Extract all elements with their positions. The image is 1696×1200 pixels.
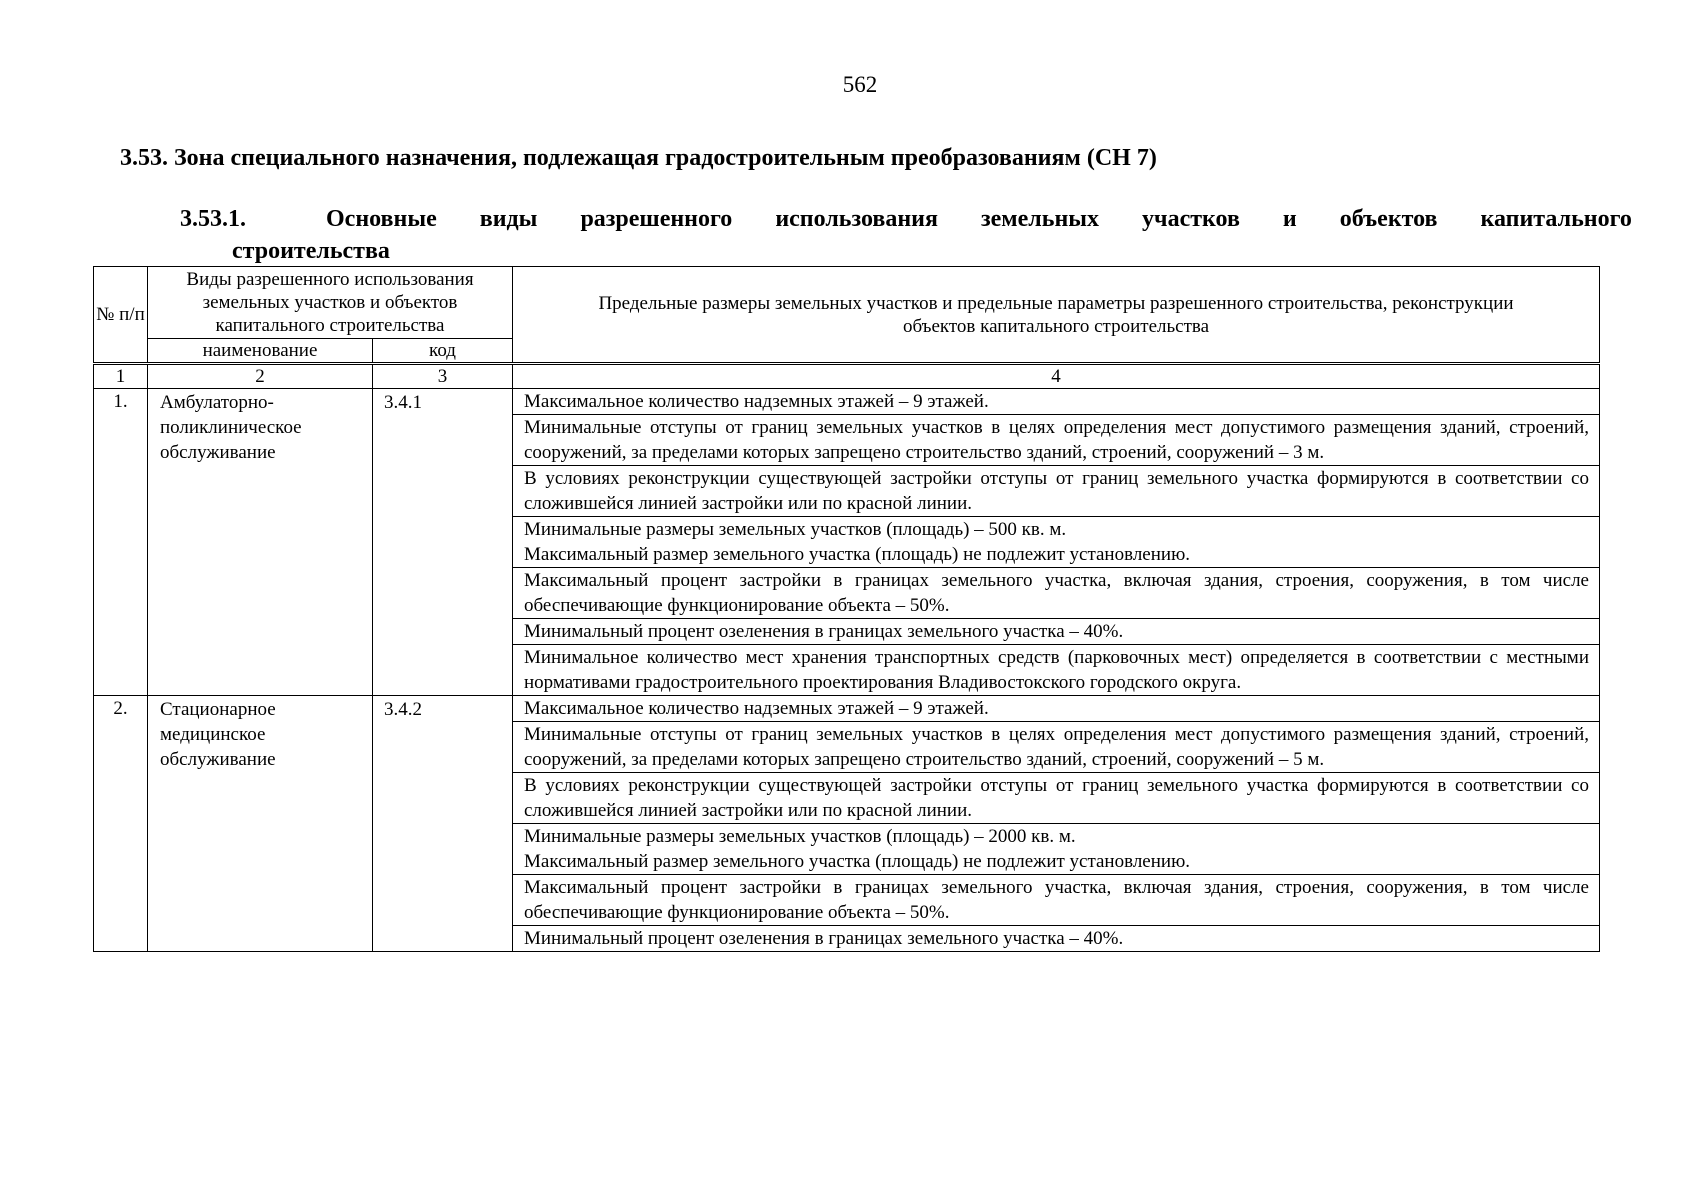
parameter-cell bbox=[513, 517, 1600, 568]
parameter-text: Максимальный размер земельного участка (площадь) не подлежит установлению. bbox=[524, 544, 1191, 565]
subsection-title-line1: Основные виды разрешенного использования земельных участков и объектов капитального bbox=[326, 206, 1632, 232]
parameter-cell bbox=[513, 773, 1600, 824]
row-number: 1. bbox=[94, 389, 148, 696]
table-row bbox=[94, 696, 1600, 722]
header-kinds: Виды разрешенного использования земельных участков и объектов капитального строительства bbox=[148, 267, 513, 339]
parameter-cell bbox=[513, 875, 1600, 926]
use-kind-name: Стационарное медицинское обслуживание bbox=[148, 696, 373, 952]
use-kind-name: Амбулаторно-поликлиническое обслуживание bbox=[148, 389, 373, 696]
subsection-title bbox=[180, 203, 1632, 267]
header-params: Предельные размеры земельных участков и предельные параметры разрешенного строительства, реконструкции объектов капитального строительства bbox=[513, 267, 1600, 364]
header-name: наименование bbox=[148, 339, 373, 364]
parameter-text: В условиях реконструкции существующей застройки отступы от границ земельного участка формируются в соответствии со сложившейся линией застройки или по красной линии. bbox=[524, 775, 1589, 821]
header-code: код bbox=[373, 339, 513, 364]
parameter-text: Минимальные размеры земельных участков (площадь) – 500 кв. м. bbox=[524, 519, 1067, 540]
section-title: 3.53. Зона специального назначения, подлежащая градостроительным преобразованиям (СН 7) bbox=[120, 145, 1157, 171]
parameter-cell bbox=[513, 645, 1600, 696]
parameter-text: Минимальные размеры земельных участков (площадь) – 2000 кв. м. bbox=[524, 826, 1076, 847]
parameter-text: Минимальное количество мест хранения транспортных средств (парковочных мест) определяется в соответствии с местными нормативами градостроительного проектирования Владивостокского городского округа. bbox=[524, 647, 1589, 693]
parameter-text: Максимальное количество надземных этажей – 9 этажей. bbox=[524, 698, 989, 719]
parameter-text: Максимальный процент застройки в границах земельного участка, включая здания, строения, сооружения, в том числе обеспечивающие функционирование объекта – 50%. bbox=[524, 570, 1589, 616]
column-number-4: 4 bbox=[513, 364, 1600, 389]
use-kind-code: 3.4.1 bbox=[373, 389, 513, 696]
parameter-cell bbox=[513, 389, 1600, 415]
parameter-text: Максимальное количество надземных этажей – 9 этажей. bbox=[524, 391, 989, 412]
page-number: 562 bbox=[842, 72, 878, 97]
subsection-number: 3.53.1. bbox=[180, 206, 246, 232]
parameter-cell bbox=[513, 619, 1600, 645]
parameter-text: Минимальные отступы от границ земельных участков в целях определения мест допустимого размещения зданий, строений, сооружений, за пределами которых запрещено строительство зданий, строений, сооружений – 5 м. bbox=[524, 724, 1589, 770]
use-kind-code: 3.4.2 bbox=[373, 696, 513, 952]
parameter-cell bbox=[513, 824, 1600, 875]
subsection-title-line2: строительства bbox=[232, 238, 390, 264]
parameter-cell bbox=[513, 466, 1600, 517]
table-row bbox=[94, 389, 1600, 415]
parameter-text: Минимальный процент озеленения в границах земельного участка – 40%. bbox=[524, 621, 1124, 642]
parameter-text: Максимальный процент застройки в границах земельного участка, включая здания, строения, сооружения, в том числе обеспечивающие функционирование объекта – 50%. bbox=[524, 877, 1589, 923]
parameter-cell bbox=[513, 696, 1600, 722]
column-number-2: 2 bbox=[148, 364, 373, 389]
parameter-text: Минимальный процент озеленения в границах земельного участка – 40%. bbox=[524, 928, 1124, 949]
column-number-1: 1 bbox=[94, 364, 148, 389]
parameter-cell bbox=[513, 926, 1600, 952]
parameter-text: В условиях реконструкции существующей застройки отступы от границ земельного участка формируются в соответствии со сложившейся линией застройки или по красной линии. bbox=[524, 468, 1589, 514]
row-number: 2. bbox=[94, 696, 148, 952]
parameter-text: Минимальные отступы от границ земельных участков в целях определения мест допустимого размещения зданий, строений, сооружений, за пределами которых запрещено строительство зданий, строений, сооружений – 3 м. bbox=[524, 417, 1589, 463]
column-number-3: 3 bbox=[373, 364, 513, 389]
parameter-cell bbox=[513, 722, 1600, 773]
header-num: № п/п bbox=[94, 267, 148, 364]
parameter-cell bbox=[513, 568, 1600, 619]
regulations-table bbox=[93, 266, 1600, 952]
parameter-text: Максимальный размер земельного участка (площадь) не подлежит установлению. bbox=[524, 851, 1191, 872]
parameter-cell bbox=[513, 415, 1600, 466]
